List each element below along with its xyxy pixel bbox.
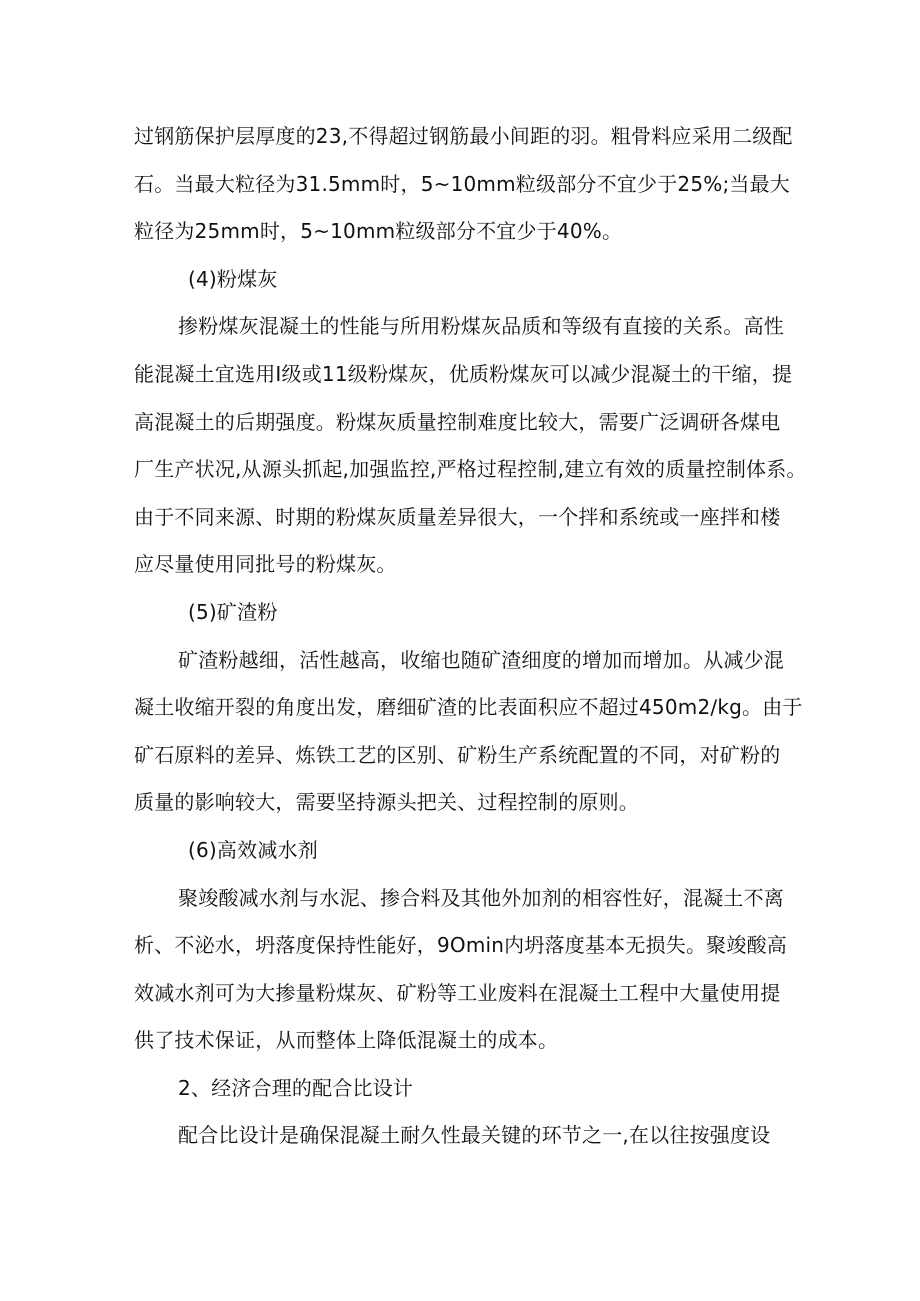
paragraph-line: 凝土收缩开裂的角度出发，磨细矿渣的比表面积应不超过450m2∕kg。由于 — [134, 695, 803, 720]
paragraph-line: 能混凝土宜选用I级或11级粉煤灰，优质粉煤灰可以减少混凝土的干缩，提 — [134, 361, 793, 386]
paragraph-line: 掺粉煤灰混凝土的性能与所用粉煤灰品质和等级有直接的关系。高性 — [178, 314, 784, 339]
paragraph-line: 矿石原料的差异、炼铁工艺的区别、矿粉生产系统配置的不同，对矿粉的 — [134, 742, 781, 767]
paragraph-line: 粒径为25mm时，5~10mm粒级部分不宜少于40%。 — [134, 219, 623, 244]
paragraph-line: 应尽量使用同批号的粉煤灰。 — [134, 552, 397, 577]
paragraph-line: 质量的影响较大，需要坚持源头把关、过程控制的原则。 — [134, 790, 639, 815]
paragraph-line: 过钢筋保护层厚度的23,不得超过钢筋最小间距的羽。粗骨料应采用二级配 — [134, 124, 793, 148]
paragraph-line: 效减水剂可为大掺量粉煤灰、矿粉等工业废料在混凝土工程中大量使用提 — [134, 980, 781, 1005]
paragraph-line: 配合比设计是确保混凝土耐久性最关键的环节之一,在以往按强度设 — [178, 1123, 771, 1148]
paragraph-line: 由于不同来源、时期的粉煤灰质量差异很大，一个拌和系统或一座拌和楼 — [134, 504, 781, 529]
paragraph-line: 析、不泌水，坍落度保持性能好，9Omin内坍落度基本无损失。聚竣酸高 — [134, 933, 787, 958]
paragraph-line: 高混凝土的后期强度。粉煤灰质量控制难度比较大，需要广泛调研各煤电 — [134, 409, 781, 434]
paragraph-line: 石。当最大粒径为31.5mm时，5~10mm粒级部分不宜少于25%;当最大 — [134, 171, 790, 196]
subheading-superplasticizer: (6)高效减水剂 — [188, 837, 318, 862]
paragraph-line: 矿渣粉越细，活性越高，收缩也随矿渣细度的增加而增加。从减少混 — [178, 647, 784, 672]
paragraph-line: 厂生产状况,从源头抓起,加强监控,严格过程控制,建立有效的质量控制体系。 — [134, 457, 807, 482]
paragraph-line: 聚竣酸减水剂与水泥、掺合料及其他外加剂的相容性好，混凝土不离 — [178, 885, 784, 910]
section-heading-mix-design: 2、经济合理的配合比设计 — [178, 1075, 414, 1100]
subheading-slag-powder: (5)矿渣粉 — [188, 599, 278, 624]
paragraph-line: 供了技术保证，从而整体上降低混凝土的成本。 — [134, 1028, 559, 1053]
document-body — [134, 113, 807, 1160]
subheading-fly-ash: (4)粉煤灰 — [188, 266, 278, 291]
